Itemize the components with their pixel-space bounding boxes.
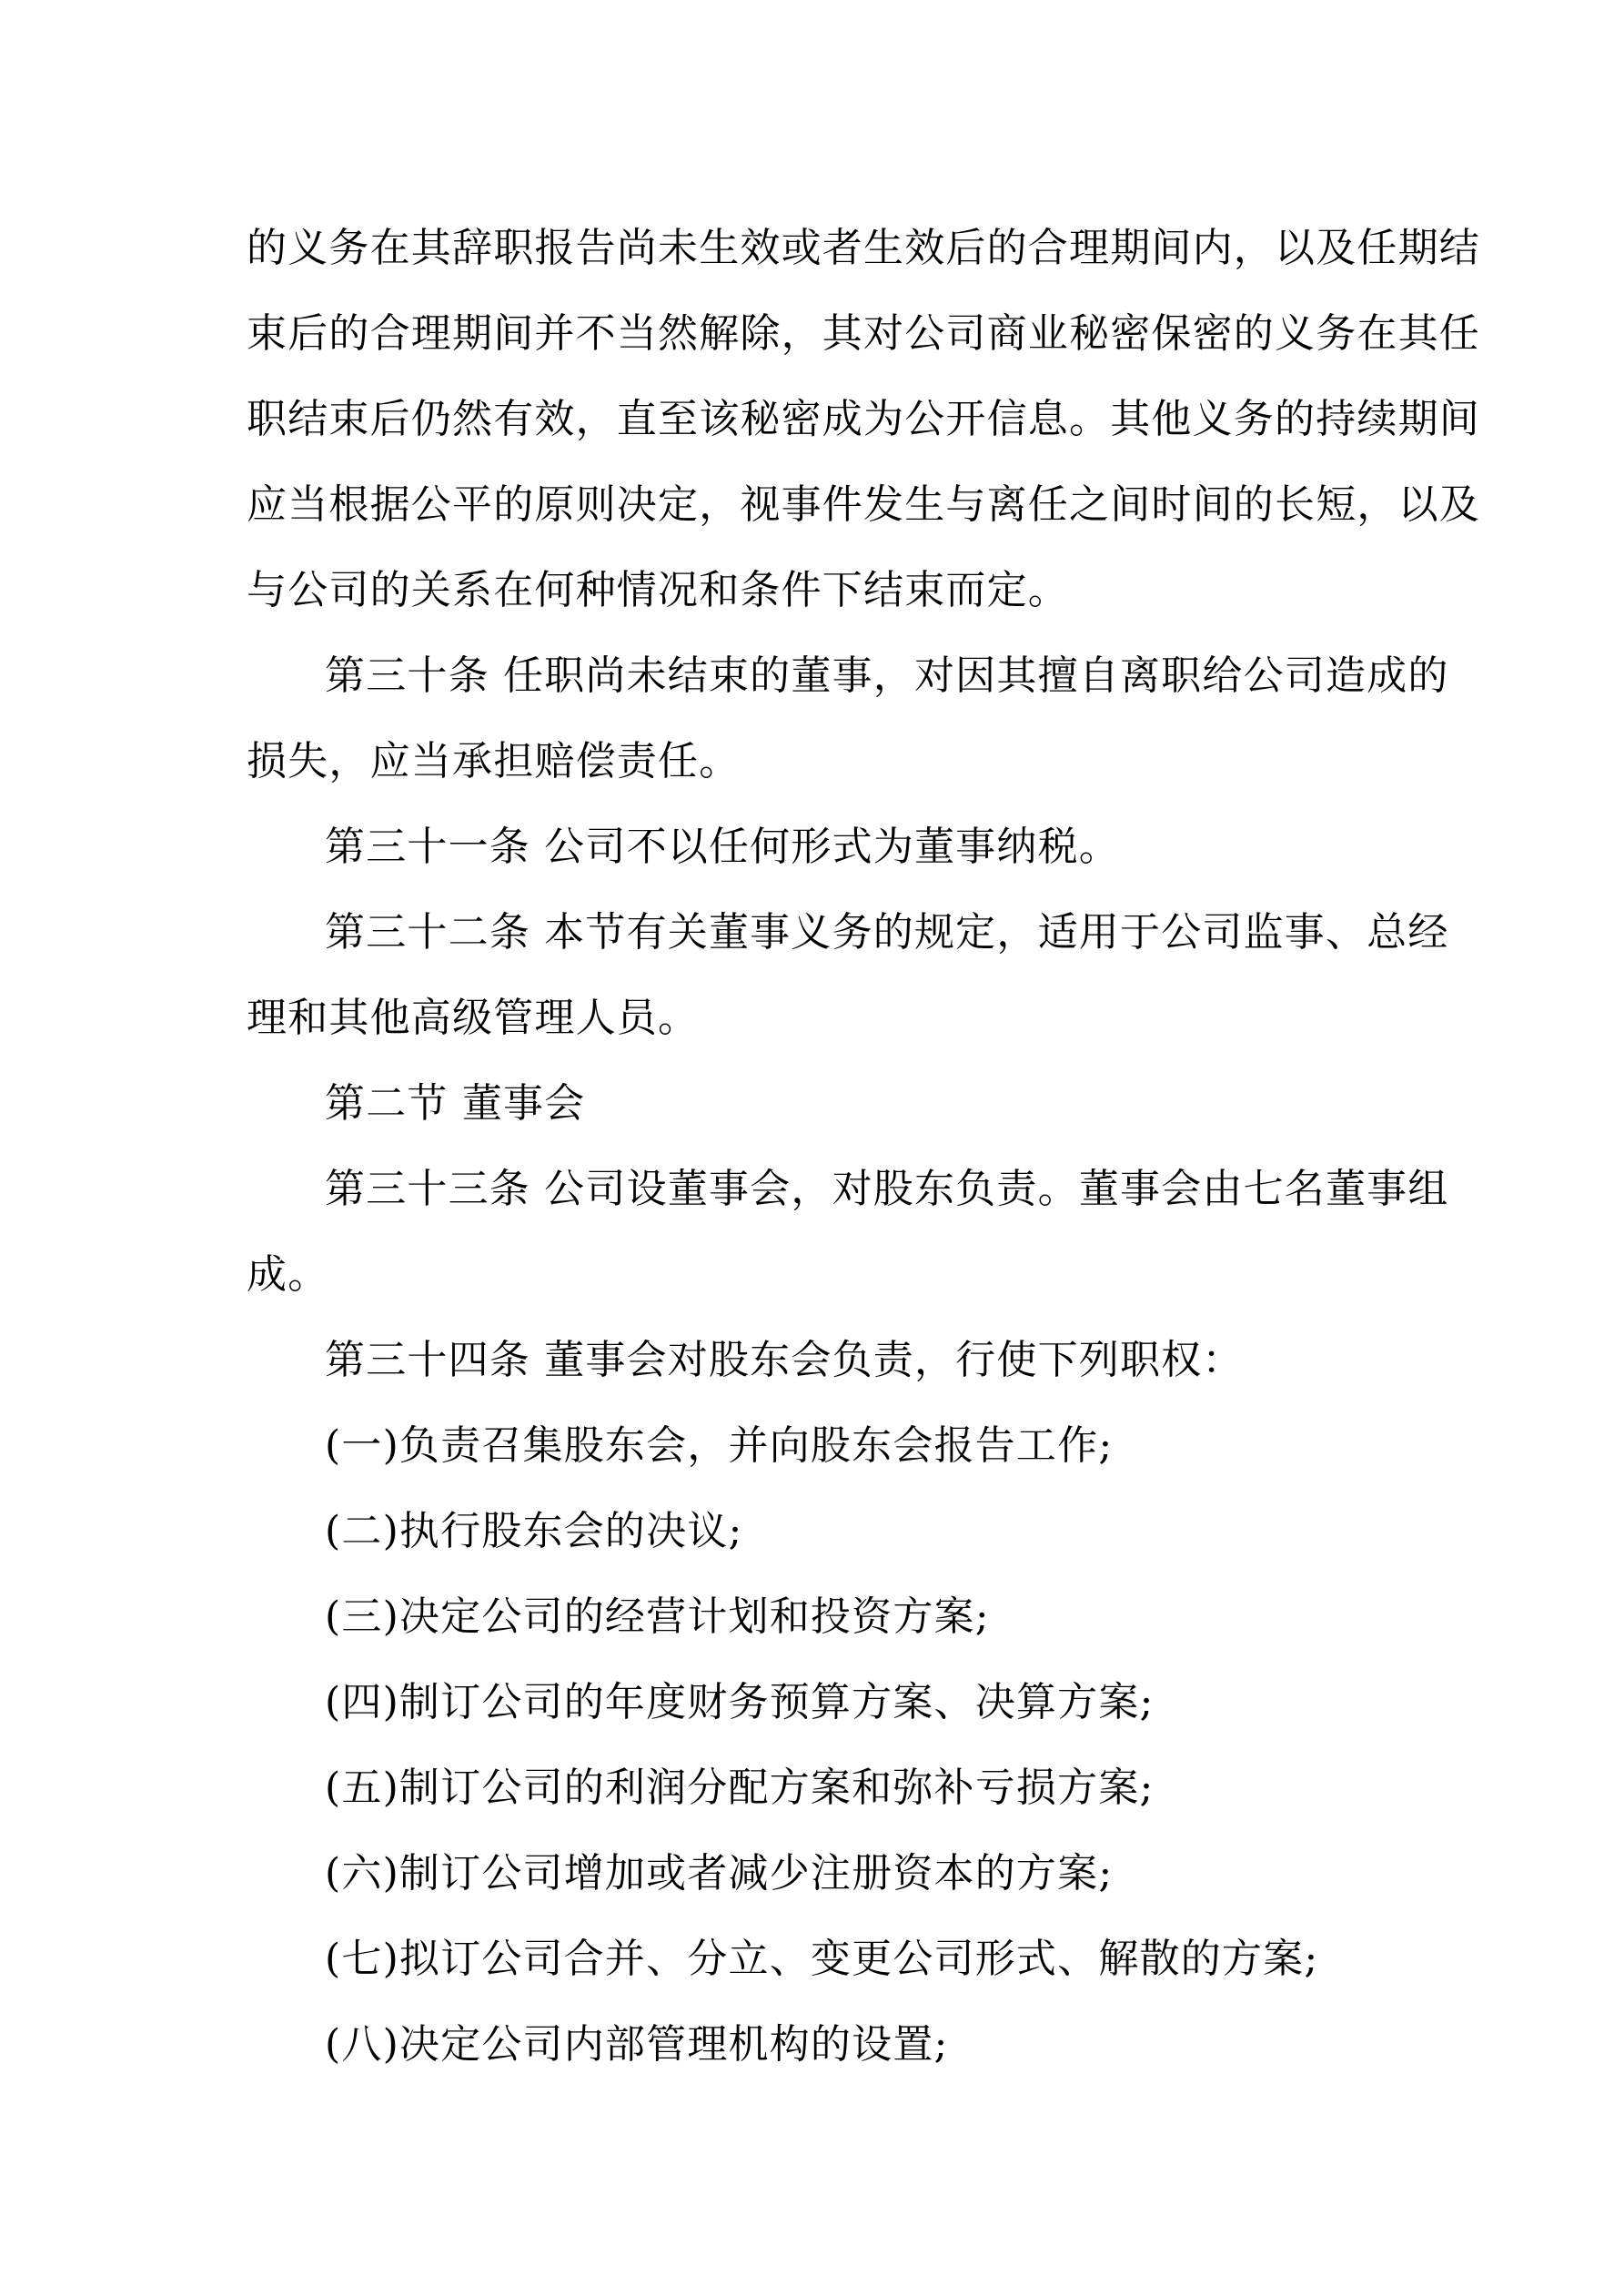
article-30-line-1: 第三十条 任职尚未结束的董事，对因其擅自离职给公司造成的	[325, 652, 1449, 699]
text-line-3: 职结束后仍然有效，直至该秘密成为公开信息。其他义务的持续期间	[247, 396, 1480, 442]
list-item-5: (五)制订公司的利润分配方案和弥补亏损方案;	[325, 1765, 1155, 1811]
article-33-line-2: 成。	[247, 1251, 329, 1298]
article-32-line-1: 第三十二条 本节有关董事义务的规定，适用于公司监事、总经	[325, 909, 1449, 956]
list-item-1: (一)负责召集股东会，并向股东会报告工作;	[325, 1422, 1114, 1469]
text-line-1: 的义务在其辞职报告尚未生效或者生效后的合理期间内，以及任期结	[247, 225, 1480, 271]
list-item-6: (六)制订公司增加或者减少注册资本的方案;	[325, 1850, 1114, 1896]
article-31: 第三十一条 公司不以任何形式为董事纳税。	[325, 824, 1120, 870]
list-item-8: (八)决定公司内部管理机构的设置;	[325, 2021, 949, 2068]
article-30-line-2: 损失，应当承担赔偿责任。	[247, 738, 741, 784]
text-line-4: 应当根据公平的原则决定，视事件发生与离任之间时间的长短，以及	[247, 481, 1480, 528]
list-item-4: (四)制订公司的年度财务预算方案、决算方案;	[325, 1679, 1155, 1725]
document-page	[247, 206, 1480, 2088]
text-line-5: 与公司的关系在何种情况和条件下结束而定。	[247, 567, 1069, 613]
section-heading: 第二节 董事会	[325, 1080, 586, 1127]
list-item-7: (七)拟订公司合并、分立、变更公司形式、解散的方案;	[325, 1936, 1319, 1982]
article-32-line-2: 理和其他高级管理人员。	[247, 995, 700, 1041]
article-33-line-1: 第三十三条 公司设董事会，对股东负责。董事会由七名董事组	[325, 1166, 1449, 1212]
list-item-2: (二)执行股东会的决议;	[325, 1508, 743, 1554]
article-34: 第三十四条 董事会对股东会负责，行使下列职权：	[325, 1337, 1244, 1383]
text-line-2: 束后的合理期间并不当然解除，其对公司商业秘密保密的义务在其任	[247, 310, 1480, 357]
list-item-3: (三)决定公司的经营计划和投资方案;	[325, 1593, 990, 1640]
